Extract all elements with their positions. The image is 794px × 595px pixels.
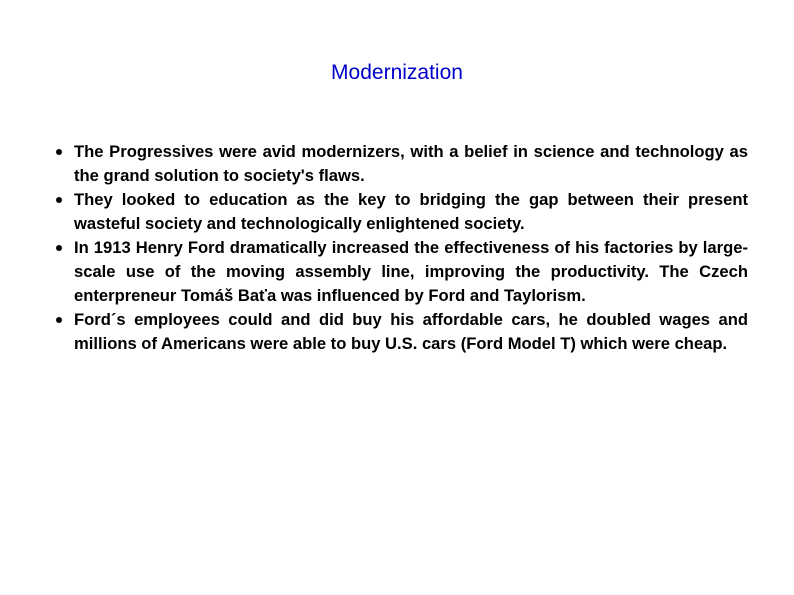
bullet-item-1 (50, 140, 748, 188)
bullet-icon (56, 245, 62, 251)
bullet-item-2 (50, 188, 748, 236)
bullet-icon (56, 149, 62, 155)
bullet-icon (56, 317, 62, 323)
bullet-list (50, 140, 748, 356)
bullet-item-3 (50, 236, 748, 308)
bullet-icon (56, 197, 62, 203)
bullet-text: They looked to education as the key to bridging the gap between their present wasteful society and technologically enlightened society. (74, 190, 748, 233)
bullet-item-4 (50, 308, 748, 356)
bullet-text: The Progressives were avid modernizers, with a belief in science and technology as the grand solution to society's flaws. (74, 142, 748, 185)
bullet-text: In 1913 Henry Ford dramatically increased the effectiveness of his factories by large-scale use of the moving assembly line, improving the productivity. The Czech enterpreneur Tomáš Baťa was influenced by Ford and Taylorism. (74, 238, 748, 305)
bullet-text: Ford´s employees could and did buy his affordable cars, he doubled wages and millions of Americans were able to buy U.S. cars (Ford Model T) which were cheap. (74, 310, 748, 353)
slide-title: Modernization (331, 61, 463, 84)
